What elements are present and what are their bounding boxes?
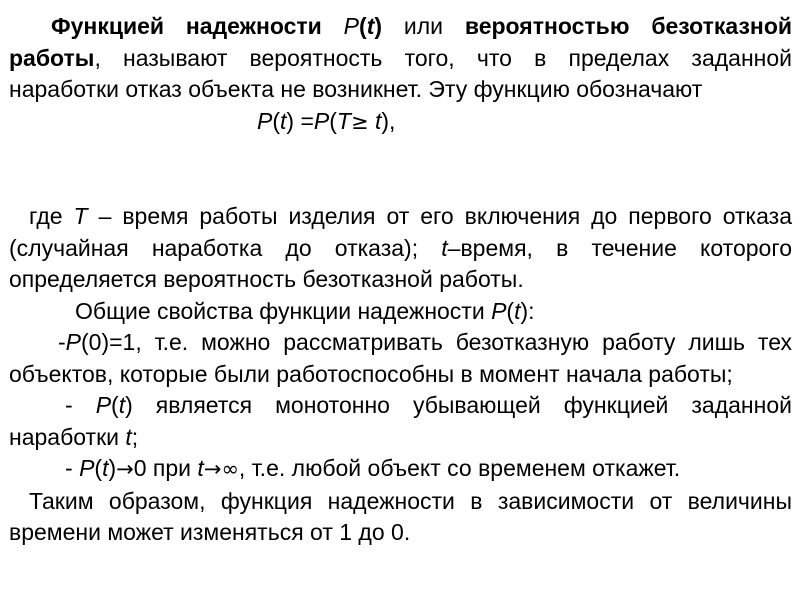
property-item-1: -P(0)=1, т.е. можно рассматривать безотказную работу лишь тех объектов, которые были работоспособны в момент начала работы; bbox=[9, 329, 792, 387]
formula-P1: P bbox=[257, 107, 273, 134]
formula-t1: t bbox=[280, 107, 287, 134]
props-t: t bbox=[514, 297, 521, 324]
item2-t: t bbox=[118, 392, 126, 418]
formula-T: T bbox=[336, 107, 351, 134]
item2-t2: t bbox=[125, 423, 132, 450]
conclusion-paragraph: Таким образом, функция надежности в зависимости от величины времени может изменяться от 1 до 0. bbox=[9, 487, 792, 545]
word-or: или bbox=[403, 13, 444, 39]
formula-end: ), bbox=[381, 107, 396, 134]
spacer bbox=[9, 138, 792, 201]
item3-t: t bbox=[102, 455, 109, 481]
definition-paragraph: Функцией надежности P(t) или вероятностью безотказной работы, называют вероятность того, что в пределах заданной наработки отказ объекта не возникнет. Эту функцию обозначают bbox=[9, 13, 793, 102]
properties-heading: Общие свойства функции надежности P(t): bbox=[75, 297, 535, 324]
formula: P(t) =P(T≥ t), bbox=[257, 107, 396, 134]
item2-P: P bbox=[95, 392, 112, 418]
symbol-t: t bbox=[366, 13, 375, 39]
greater-equal-symbol: ≥ bbox=[350, 109, 369, 134]
property-item-3: - P(t)→0 при t→∞, т.е. любой объект со временем откажет. bbox=[65, 455, 681, 481]
item1-P: P bbox=[65, 329, 82, 355]
infinity-symbol: ∞ bbox=[221, 457, 239, 481]
props-P: P bbox=[491, 297, 507, 324]
property-item-2: - P(t) является монотонно убывающей функцией заданной наработки t; bbox=[9, 392, 792, 450]
definition-text: , называют вероятность того, что в пределах заданной наработки отказ объекта не возникнет. Эту функцию обозначают bbox=[9, 44, 792, 102]
formula-eq: ) = bbox=[286, 107, 314, 134]
symbol-P: P bbox=[343, 13, 360, 39]
where-t: t bbox=[441, 234, 448, 261]
formula-t2: t bbox=[374, 107, 382, 134]
term-reliability-function: Функцией надежности bbox=[51, 13, 322, 39]
item3-t2: t bbox=[197, 455, 204, 481]
term-reliability-probability: вероятностью безотказной работы bbox=[9, 13, 793, 71]
arrow-symbol-2: → bbox=[203, 457, 222, 481]
item3-P: P bbox=[79, 455, 95, 481]
formula-P2: P bbox=[313, 107, 330, 134]
where-paragraph: где T – время работы изделия от его включения до первого отказа (случайная наработка до отказа); t–время, в течение которого определяется вероятность безотказной работы. bbox=[9, 203, 792, 292]
arrow-symbol: → bbox=[116, 457, 134, 481]
where-T: T bbox=[73, 203, 88, 229]
